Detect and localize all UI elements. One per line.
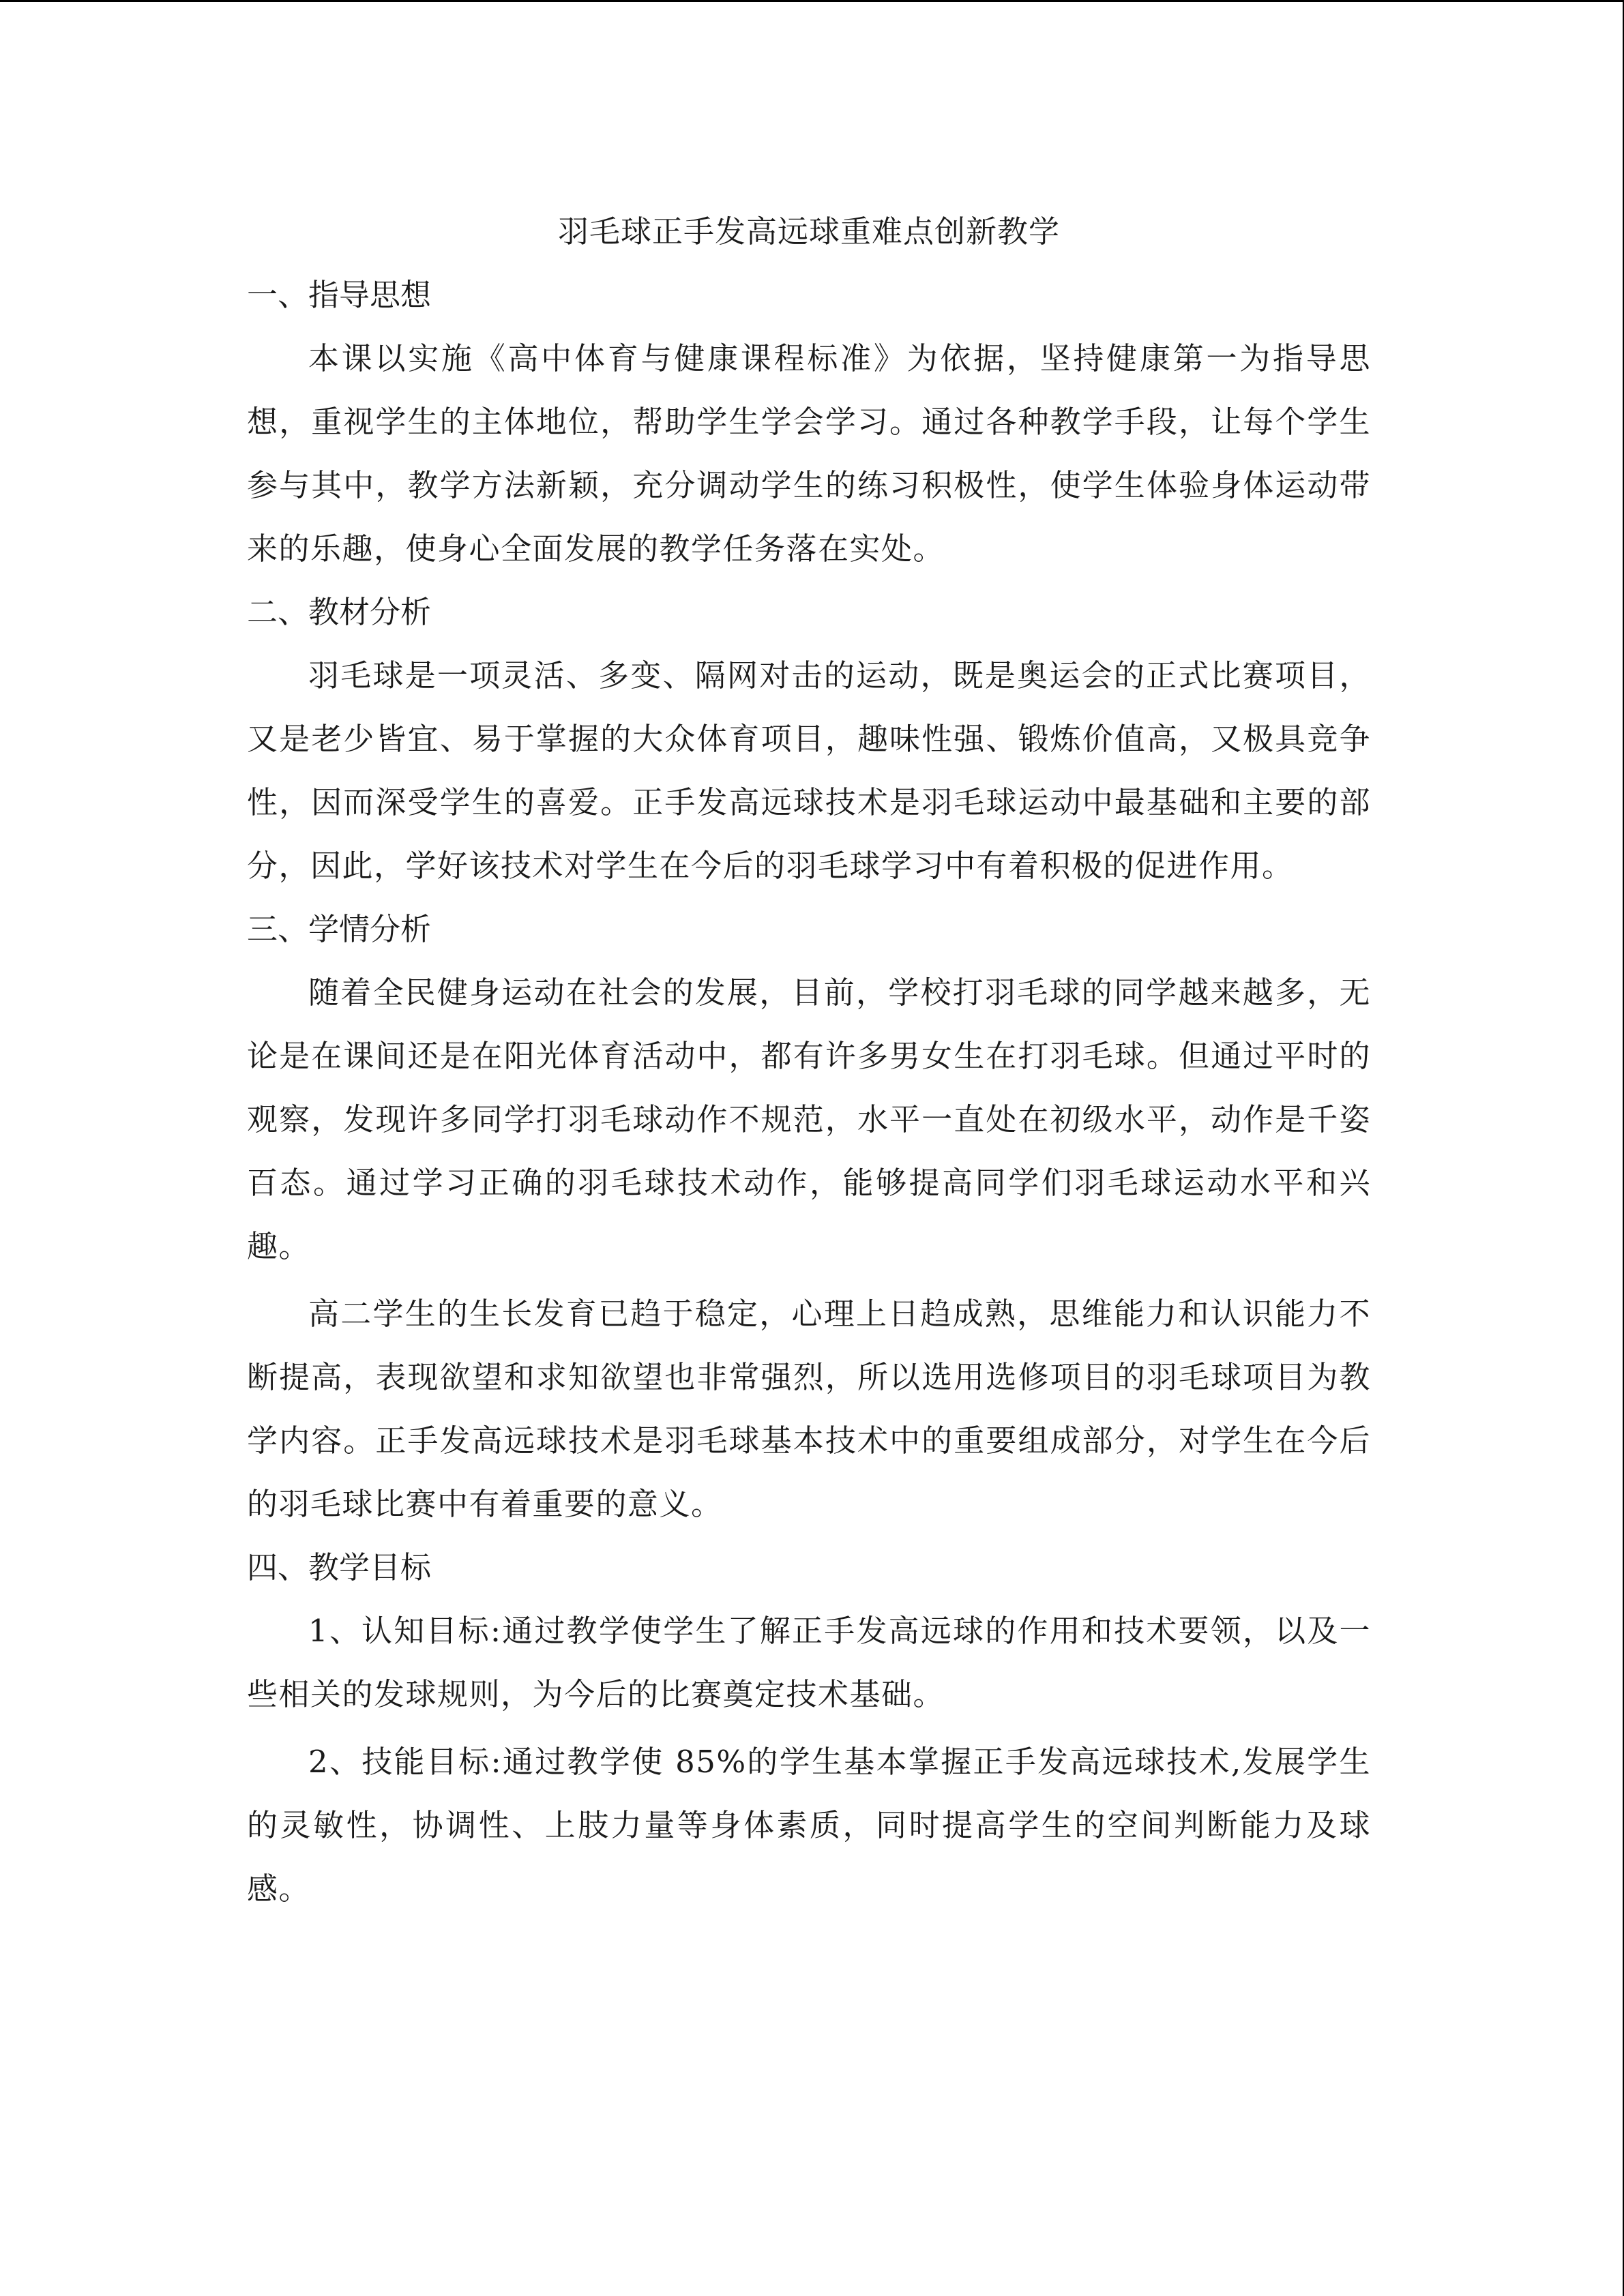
section-paragraph: 随着全民健身运动在社会的发展，目前，学校打羽毛球的同学越来越多，无论是在课间还是在阳光体育活动中，都有许多男女生在打羽毛球。但通过平时的观察，发现许多同学打羽毛球动作不规范，水平一直处在初级水平，动作是千姿百态。通过学习正确的羽毛球技术动作，能够提高同学们羽毛球运动水平和兴趣。: [247, 974, 1371, 1264]
section-heading: 三、学情分析: [247, 911, 432, 947]
section-material-analysis: [247, 580, 1371, 897]
section-paragraph: 羽毛球是一项灵活、多变、隔网对击的运动，既是奥运会的正式比赛项目，又是老少皆宜、易于掌握的大众体育项目，趣味性强、锻炼价值高，又极具竞争性，因而深受学生的喜爱。正手发高远球技术是羽毛球运动中最基础和主要的部分，因此，学好该技术对学生在今后的羽毛球学习中有着积极的促进作用。: [247, 657, 1371, 884]
section-heading: 一、指导思想: [247, 277, 432, 313]
objective-item: 1、认知目标:通过教学使学生了解正手发高远球的作用和技术要领，以及一些相关的发球规则，为今后的比赛奠定技术基础。: [247, 1613, 1371, 1712]
objective-item: 2、技能目标:通过教学使 85%的学生基本掌握正手发高远球技术,发展学生的灵敏性，协调性、上肢力量等身体素质，同时提高学生的空间判断能力及球感。: [247, 1744, 1371, 1907]
section-guiding-ideology: [247, 263, 1371, 580]
document-title: 羽毛球正手发高远球重难点创新教学: [557, 213, 1060, 250]
section-heading: 二、教材分析: [247, 594, 432, 630]
document-body: [247, 200, 1371, 1920]
section-heading: 四、教学目标: [247, 1549, 432, 1585]
section-paragraph: 本课以实施《高中体育与健康课程标准》为依据，坚持健康第一为指导思想，重视学生的主体地位，帮助学生学会学习。通过各种教学手段，让每个学生参与其中，教学方法新颖，充分调动学生的练习积极性，使学生体验身体运动带来的乐趣，使身心全面发展的教学任务落在实处。: [247, 340, 1371, 567]
section-paragraph: 高二学生的生长发育已趋于稳定，心理上日趋成熟，思维能力和认识能力不断提高，表现欲望和求知欲望也非常强烈，所以选用选修项目的羽毛球项目为教学内容。正手发高远球技术是羽毛球基本技术中的重要组成部分，对学生在今后的羽毛球比赛中有着重要的意义。: [247, 1296, 1371, 1522]
section-teaching-objectives: [247, 1536, 1371, 1920]
section-student-analysis: [247, 897, 1371, 1536]
